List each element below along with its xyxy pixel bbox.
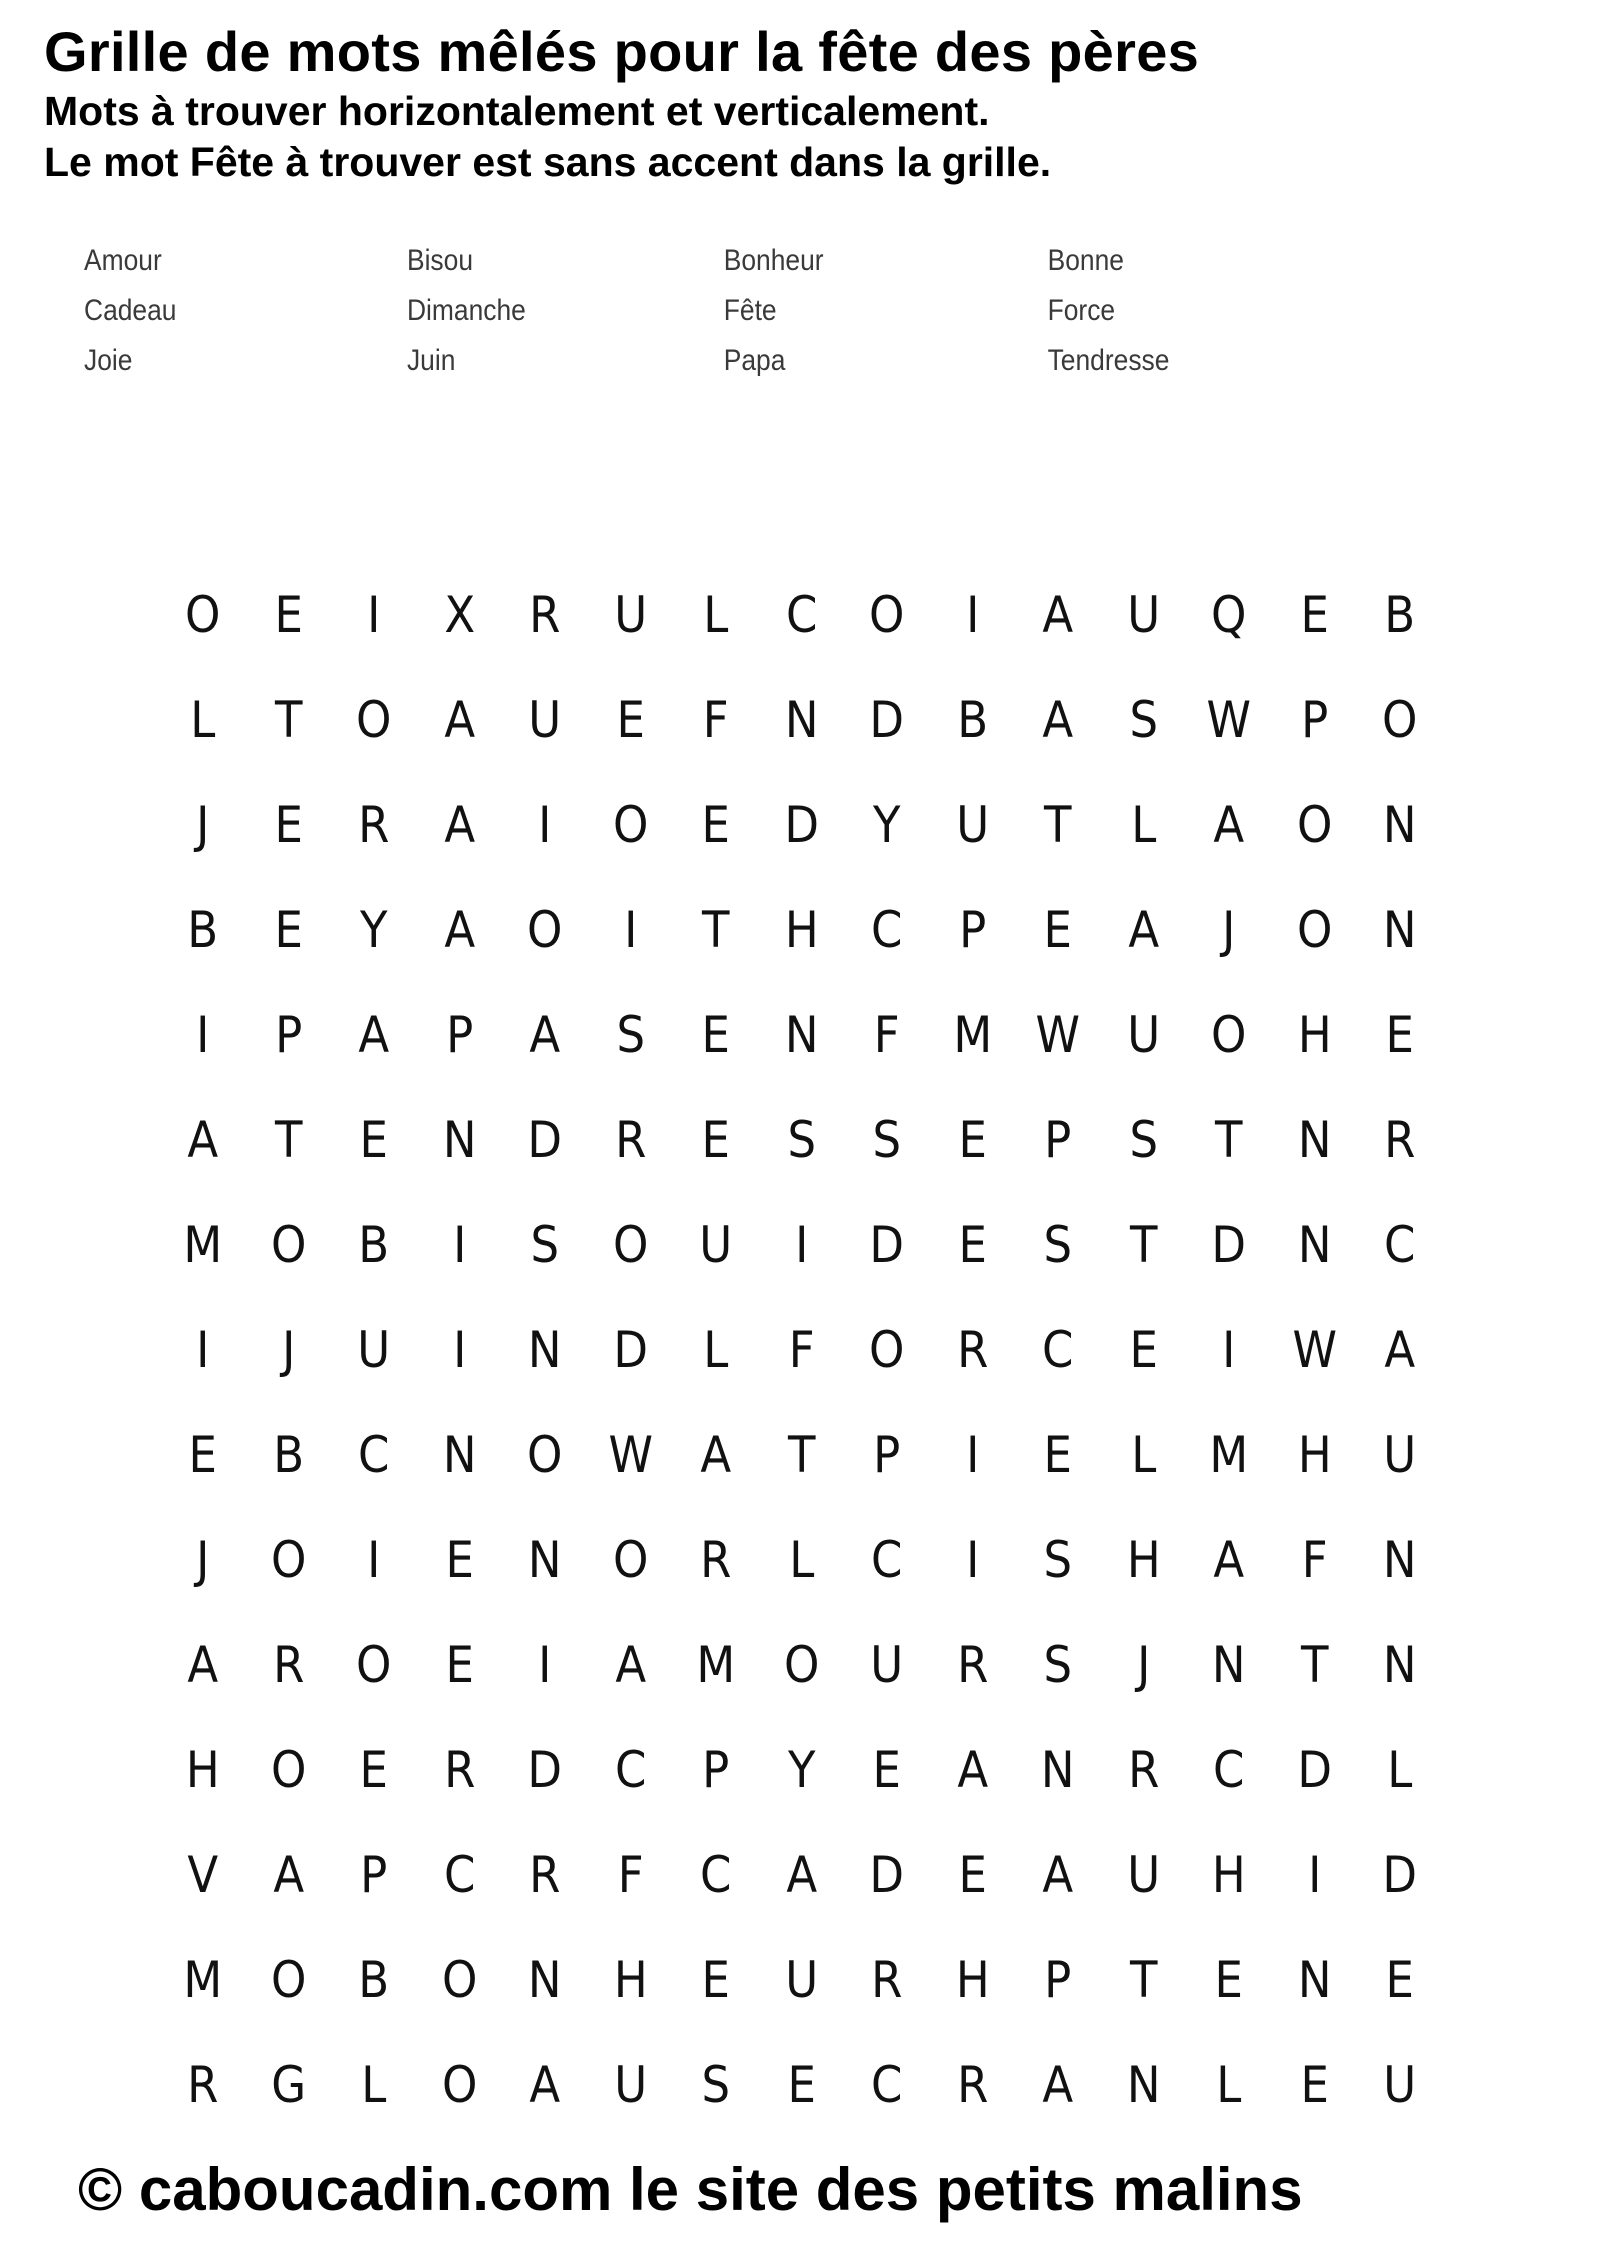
grid-letter: O xyxy=(270,1950,306,2009)
grid-letter: Q xyxy=(1211,585,1247,644)
grid-letter: E xyxy=(1385,1005,1414,1064)
grid-letter: O xyxy=(441,1950,477,2009)
grid-letter: D xyxy=(869,690,905,749)
grid-letter: H xyxy=(1126,1530,1161,1589)
grid-letter: N xyxy=(1382,795,1417,854)
grid-letter: U xyxy=(699,1215,733,1274)
grid-letter: T xyxy=(701,900,730,959)
grid-letter: R xyxy=(1384,1110,1416,1169)
grid-letter: J xyxy=(1222,900,1236,959)
grid-letter: G xyxy=(270,2055,306,2114)
grid-letter: D xyxy=(1382,1845,1418,1904)
grid-letter: E xyxy=(701,795,730,854)
grid-letter: R xyxy=(871,1950,903,2009)
grid-letter: L xyxy=(1387,1740,1413,1799)
grid-letter: A xyxy=(529,1005,561,1064)
word-item: Bonne xyxy=(1047,244,1124,277)
grid-letter: C xyxy=(614,1740,646,1799)
grid-letter: E xyxy=(359,1740,388,1799)
grid-letter: Y xyxy=(872,795,901,854)
grid-letter: C xyxy=(1384,1215,1416,1274)
grid-letter: U xyxy=(1126,585,1160,644)
grid-letter: P xyxy=(360,1845,388,1904)
grid-letter: E xyxy=(701,1110,730,1169)
grid-letter: T xyxy=(274,690,302,749)
grid-letter: E xyxy=(1129,1320,1158,1379)
grid-letter: S xyxy=(1043,1635,1073,1694)
grid-letter: N xyxy=(442,1110,477,1169)
grid-letter: E xyxy=(958,1110,987,1169)
grid-letter: U xyxy=(870,1635,904,1694)
grid-letter: I xyxy=(452,1320,466,1379)
grid-letter: A xyxy=(785,1845,817,1904)
grid-letter: U xyxy=(1383,1425,1417,1484)
grid-letter: S xyxy=(701,2055,731,2114)
grid-letter: E xyxy=(274,585,303,644)
grid-letter: P xyxy=(702,1740,730,1799)
grid-letter: Y xyxy=(787,1740,815,1799)
grid-letter: D xyxy=(1296,1740,1332,1799)
grid-letter: A xyxy=(1042,1845,1074,1904)
grid-letter: T xyxy=(787,1425,815,1484)
grid-letter: I xyxy=(965,585,979,644)
grid-letter: E xyxy=(616,690,645,749)
grid-letter: S xyxy=(1128,690,1158,749)
grid-letter: O xyxy=(1211,1005,1247,1064)
grid-letter: H xyxy=(1211,1845,1246,1904)
grid-letter: U xyxy=(1383,2055,1417,2114)
grid-letter: A xyxy=(187,1110,219,1169)
grid-letter: I xyxy=(538,795,552,854)
grid-letter: O xyxy=(356,1635,392,1694)
grid-letter: U xyxy=(613,2055,647,2114)
grid-letter: W xyxy=(1291,1320,1337,1379)
grid-letter: B xyxy=(187,900,219,959)
grid-letter: A xyxy=(1213,1530,1245,1589)
grid-letter: O xyxy=(612,1530,648,1589)
grid-letter: J xyxy=(1136,1635,1150,1694)
grid-letter: B xyxy=(358,1215,390,1274)
grid-letter: C xyxy=(700,1845,732,1904)
grid-letter: R xyxy=(700,1530,732,1589)
grid-letter: I xyxy=(623,900,637,959)
grid-letter: O xyxy=(612,1215,648,1274)
word-item: Force xyxy=(1047,294,1116,327)
word-item: Fête xyxy=(723,294,777,327)
grid-letter: V xyxy=(187,1845,219,1904)
grid-letter: E xyxy=(274,795,303,854)
grid-letter: E xyxy=(359,1110,388,1169)
grid-letter: U xyxy=(528,690,562,749)
grid-letter: L xyxy=(361,2055,387,2114)
grid-letter: I xyxy=(538,1635,552,1694)
grid-letter: A xyxy=(272,1845,304,1904)
grid-letter: E xyxy=(1300,585,1329,644)
grid-letter: H xyxy=(784,900,819,959)
grid-letter: E xyxy=(701,1005,730,1064)
grid-letter: F xyxy=(788,1320,815,1379)
grid-letter: O xyxy=(270,1740,306,1799)
grid-letter: U xyxy=(1126,1005,1160,1064)
grid-letter: R xyxy=(1127,1740,1159,1799)
grid-letter: E xyxy=(274,900,303,959)
grid-letter: E xyxy=(445,1635,474,1694)
grid-letter: N xyxy=(1297,1215,1332,1274)
grid-letter: I xyxy=(196,1005,210,1064)
grid-letter: N xyxy=(1297,1110,1332,1169)
grid-letter: E xyxy=(445,1530,474,1589)
grid-letter: U xyxy=(1126,1845,1160,1904)
grid-letter: L xyxy=(190,690,216,749)
grid-letter: F xyxy=(873,1005,900,1064)
grid-letter: S xyxy=(872,1110,902,1169)
instructions-line-2: Le mot Fête à trouver est sans accent dans la grille. xyxy=(44,139,1052,185)
grid-letter: L xyxy=(703,1320,729,1379)
grid-letter: H xyxy=(185,1740,220,1799)
grid-letter: C xyxy=(1042,1320,1074,1379)
grid-letter: M xyxy=(696,1635,736,1694)
grid-letter: O xyxy=(441,2055,477,2114)
grid-letter: O xyxy=(270,1215,306,1274)
grid-letter: A xyxy=(956,1740,988,1799)
grid-letter: S xyxy=(1128,1110,1158,1169)
grid-letter: D xyxy=(783,795,819,854)
grid-letter: A xyxy=(614,1635,646,1694)
grid-letter: X xyxy=(443,585,475,644)
grid-letter: A xyxy=(1042,2055,1074,2114)
grid-letter: P xyxy=(958,900,986,959)
grid-letter: W xyxy=(607,1425,653,1484)
grid-letter: E xyxy=(701,1950,730,2009)
grid-letter: T xyxy=(1043,795,1072,854)
grid-letter: O xyxy=(869,1320,905,1379)
grid-letter: E xyxy=(1385,1950,1414,2009)
grid-letter: E xyxy=(1214,1950,1243,2009)
grid-letter: D xyxy=(869,1845,905,1904)
grid-letter: S xyxy=(615,1005,645,1064)
grid-letter: C xyxy=(871,900,903,959)
grid-letter: E xyxy=(1043,900,1072,959)
grid-letter: H xyxy=(613,1950,648,2009)
grid-letter: D xyxy=(527,1110,563,1169)
grid-letter: R xyxy=(956,1320,988,1379)
grid-letter: P xyxy=(873,1425,901,1484)
grid-letter: L xyxy=(788,1530,814,1589)
grid-letter: D xyxy=(1211,1215,1247,1274)
page-title: Grille de mots mêlés pour la fête des pères xyxy=(44,20,1200,83)
grid-letter: S xyxy=(786,1110,816,1169)
grid-letter: M xyxy=(183,1215,223,1274)
grid-letter: N xyxy=(784,1005,819,1064)
grid-letter: L xyxy=(703,585,729,644)
word-item: Tendresse xyxy=(1047,344,1170,377)
grid-letter: E xyxy=(188,1425,217,1484)
grid-letter: W xyxy=(1206,690,1251,749)
grid-letter: M xyxy=(183,1950,223,2009)
word-item: Cadeau xyxy=(84,294,177,327)
grid-letter: F xyxy=(1301,1530,1328,1589)
grid-letter: B xyxy=(1384,585,1416,644)
grid-letter: P xyxy=(1300,690,1328,749)
word-item: Juin xyxy=(406,344,456,377)
grid-letter: R xyxy=(529,585,561,644)
grid-letter: I xyxy=(965,1425,979,1484)
page-header xyxy=(44,18,1564,188)
grid-letter: A xyxy=(1384,1320,1416,1379)
word-item: Amour xyxy=(84,244,162,277)
grid-letter: A xyxy=(1042,690,1074,749)
word-search-grid xyxy=(160,562,1440,2130)
grid-letter: O xyxy=(527,900,563,959)
copyright-footer: © caboucadin.com le site des petits malins xyxy=(78,2156,1303,2223)
grid-letter: A xyxy=(187,1635,219,1694)
grid-letter: N xyxy=(1126,2055,1161,2114)
grid-letter: A xyxy=(358,1005,390,1064)
grid-letter: O xyxy=(185,585,221,644)
grid-letter: N xyxy=(784,690,819,749)
grid-letter: O xyxy=(1382,690,1418,749)
grid-letter: I xyxy=(1307,1845,1321,1904)
grid-letter: T xyxy=(274,1110,302,1169)
grid-letter: O xyxy=(612,795,648,854)
word-item: Dimanche xyxy=(406,294,526,327)
grid-letter: N xyxy=(527,1530,562,1589)
grid-letter: U xyxy=(357,1320,391,1379)
grid-letter: H xyxy=(1297,1005,1332,1064)
grid-letter: R xyxy=(272,1635,304,1694)
grid-letter: B xyxy=(272,1425,304,1484)
grid-letter: I xyxy=(367,1530,381,1589)
grid-letter: N xyxy=(1297,1950,1332,2009)
grid-letter: N xyxy=(527,1320,562,1379)
grid-letter: W xyxy=(1035,1005,1080,1064)
word-item: Bonheur xyxy=(723,244,824,277)
grid-letter: C xyxy=(785,585,817,644)
grid-letter: M xyxy=(1209,1425,1249,1484)
grid-letter: N xyxy=(1211,1635,1246,1694)
grid-letter: R xyxy=(187,2055,219,2114)
grid-letter: R xyxy=(529,1845,561,1904)
grid-letter: E xyxy=(1043,1425,1072,1484)
grid-letter: C xyxy=(1213,1740,1245,1799)
grid-letter: B xyxy=(956,690,988,749)
grid-letter: T xyxy=(1214,1110,1243,1169)
grid-letter: T xyxy=(1300,1635,1328,1694)
grid-letter: B xyxy=(358,1950,390,2009)
grid-letter: I xyxy=(196,1320,210,1379)
grid-letter: F xyxy=(617,1845,644,1904)
grid-letter: R xyxy=(443,1740,475,1799)
grid-letter: C xyxy=(871,1530,903,1589)
grid-letter: O xyxy=(1296,900,1332,959)
grid-letter: N xyxy=(1040,1740,1075,1799)
grid-letter: A xyxy=(443,795,475,854)
word-item: Papa xyxy=(723,344,786,377)
grid-letter: I xyxy=(1222,1320,1236,1379)
grid-letter: H xyxy=(955,1950,990,2009)
grid-letter: C xyxy=(871,2055,903,2114)
grid-letter: I xyxy=(452,1215,466,1274)
grid-letter: A xyxy=(700,1425,732,1484)
grid-letter: U xyxy=(613,585,647,644)
grid-letter: R xyxy=(956,2055,988,2114)
grid-letter: J xyxy=(196,795,210,854)
grid-letter: J xyxy=(196,1530,210,1589)
grid-letter: P xyxy=(1044,1950,1072,2009)
grid-letter: L xyxy=(1130,1425,1156,1484)
grid-letter: I xyxy=(794,1215,808,1274)
grid-letter: H xyxy=(1297,1425,1332,1484)
grid-letter: A xyxy=(1127,900,1159,959)
grid-letter: N xyxy=(527,1950,562,2009)
grid-letter: O xyxy=(527,1425,563,1484)
grid-letter: C xyxy=(443,1845,475,1904)
grid-letter: S xyxy=(1043,1215,1073,1274)
grid-letter: S xyxy=(1043,1530,1073,1589)
grid-letter: E xyxy=(958,1215,987,1274)
grid-letter: F xyxy=(702,690,729,749)
grid-letter: J xyxy=(281,1320,295,1379)
grid-letter: D xyxy=(527,1740,563,1799)
word-list xyxy=(84,244,1281,394)
grid-letter: N xyxy=(1382,900,1417,959)
grid-letter: Y xyxy=(359,900,388,959)
grid-letter: E xyxy=(872,1740,901,1799)
word-item: Bisou xyxy=(406,244,474,277)
grid-letter: P xyxy=(1044,1110,1072,1169)
grid-letter: L xyxy=(1216,2055,1242,2114)
grid-letter: A xyxy=(443,900,475,959)
grid-letter: L xyxy=(1130,795,1156,854)
grid-letter: U xyxy=(955,795,989,854)
grid-letter: O xyxy=(356,690,392,749)
grid-letter: N xyxy=(1382,1530,1417,1589)
grid-letter: O xyxy=(270,1530,306,1589)
grid-letter: P xyxy=(274,1005,302,1064)
grid-letter: D xyxy=(612,1320,648,1379)
grid-letter: E xyxy=(1300,2055,1329,2114)
grid-letter: O xyxy=(783,1635,819,1694)
grid-letter: N xyxy=(1382,1635,1417,1694)
grid-letter: A xyxy=(529,2055,561,2114)
grid-letter: A xyxy=(1042,585,1074,644)
grid-letter: C xyxy=(358,1425,390,1484)
grid-letter: R xyxy=(956,1635,988,1694)
grid-letter: I xyxy=(367,585,381,644)
grid-letter: R xyxy=(614,1110,646,1169)
grid-letter: M xyxy=(952,1005,992,1064)
word-item: Joie xyxy=(84,344,133,377)
grid-letter: T xyxy=(1129,1950,1157,2009)
grid-letter: I xyxy=(965,1530,979,1589)
grid-letter: E xyxy=(958,1845,987,1904)
grid-letter: N xyxy=(442,1425,477,1484)
grid-letter: D xyxy=(869,1215,905,1274)
instructions-line-1: Mots à trouver horizontalement et verticalement. xyxy=(44,88,990,134)
grid-letter: S xyxy=(530,1215,560,1274)
grid-letter: U xyxy=(784,1950,818,2009)
grid-letter: O xyxy=(1296,795,1332,854)
grid-letter: A xyxy=(1213,795,1245,854)
grid-letter: O xyxy=(869,585,905,644)
grid-letter: T xyxy=(1129,1215,1157,1274)
grid-letter: R xyxy=(358,795,390,854)
grid-letter: E xyxy=(787,2055,816,2114)
grid-letter: P xyxy=(445,1005,473,1064)
grid-letter: A xyxy=(443,690,475,749)
